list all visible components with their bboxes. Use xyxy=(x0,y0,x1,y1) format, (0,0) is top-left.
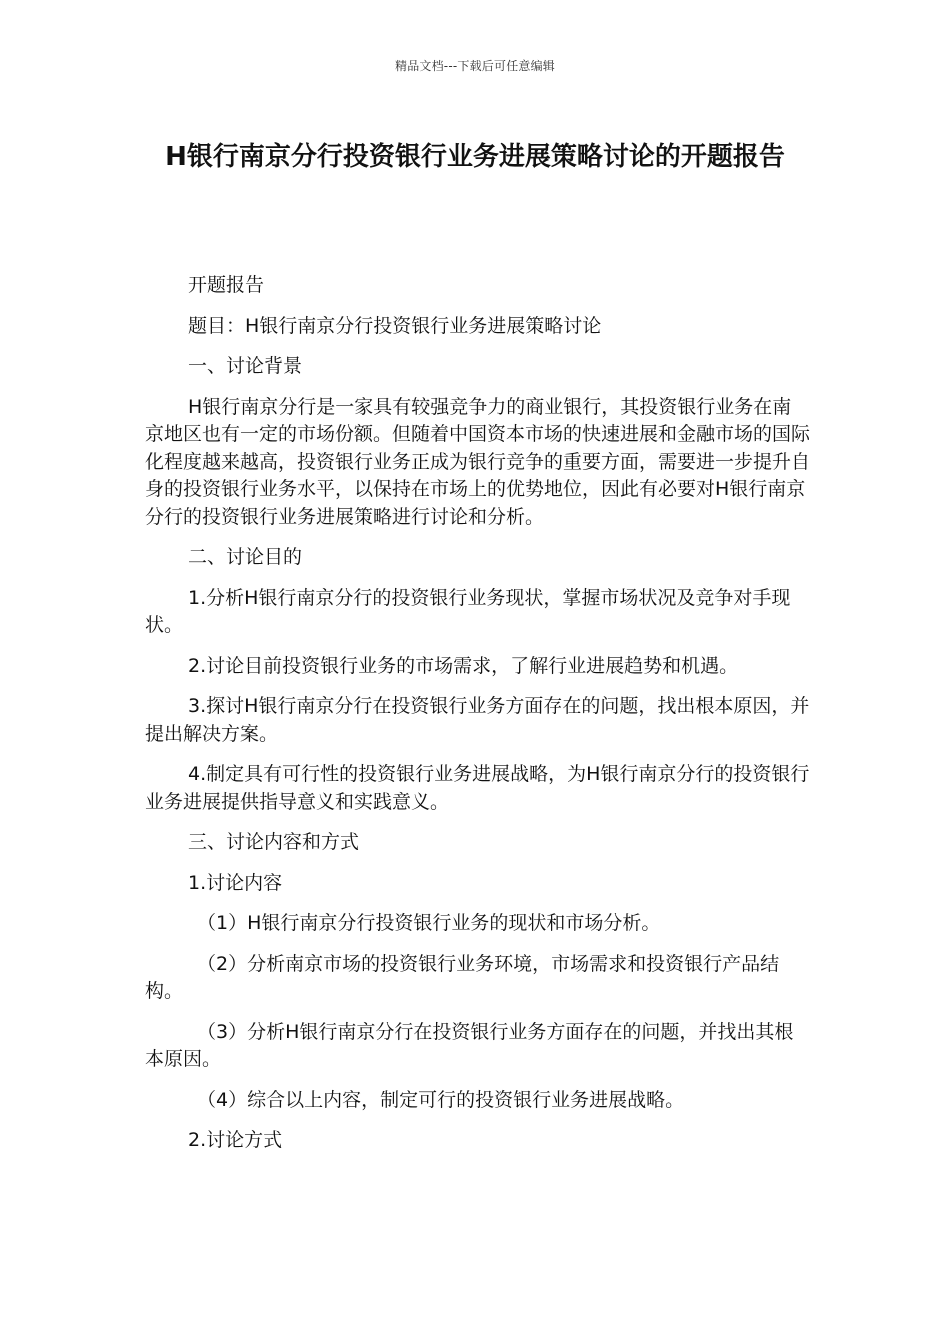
topic-line: 题目：H银行南京分行投资银行业务进展策略讨论 xyxy=(188,314,602,337)
purpose-item-4: 4.制定具有可行性的投资银行业务进展战略，为H银行南京分行的投资银行业务进展提供指导意义和实践意义。 xyxy=(145,763,810,813)
section-label-report: 开题报告 xyxy=(188,274,265,296)
document-body xyxy=(145,272,810,1168)
content-item-3: （3）分析H银行南京分行在投资银行业务方面存在的问题，并找出其根本原因。 xyxy=(145,1020,794,1070)
background-paragraph: H银行南京分行是一家具有较强竞争力的商业银行，其投资银行业务在南京地区也有一定的市场份额。但随着中国资本市场的快速进展和金融市场的国际化程度越来越高，投资银行业务正成为银行竞争的重要方面，需要进一步提升自身的投资银行业务水平，以保持在市场上的优势地位，因此有必要对H银行南京分行的投资银行业务进展策略进行讨论和分析。 xyxy=(145,395,811,528)
heading-purpose: 二、讨论目的 xyxy=(188,546,303,568)
purpose-item-1: 1.分析H银行南京分行的投资银行业务现状，掌握市场状况及竞争对手现状。 xyxy=(145,586,791,636)
heading-content-method: 三、讨论内容和方式 xyxy=(188,831,360,853)
heading-background: 一、讨论背景 xyxy=(188,355,303,377)
document-title: H银行南京分行投资银行业务进展策略讨论的开题报告 xyxy=(165,142,785,172)
content-item-4: （4）综合以上内容，制定可行的投资银行业务进展战略。 xyxy=(197,1088,685,1111)
content-item-2: （2）分析南京市场的投资银行业务环境，市场需求和投资银行产品结构。 xyxy=(145,952,780,1002)
purpose-item-2: 2.讨论目前投资银行业务的市场需求，了解行业进展趋势和机遇。 xyxy=(188,654,739,677)
purpose-item-3: 3.探讨H银行南京分行在投资银行业务方面存在的问题，找出根本原因，并提出解决方案。 xyxy=(145,695,810,745)
header-note: 精品文档---下载后可任意编辑 xyxy=(395,59,555,73)
content-item-1: （1）H银行南京分行投资银行业务的现状和市场分析。 xyxy=(197,912,661,934)
subheading-method: 2.讨论方式 xyxy=(188,1129,283,1151)
subheading-content: 1.讨论内容 xyxy=(188,871,283,894)
